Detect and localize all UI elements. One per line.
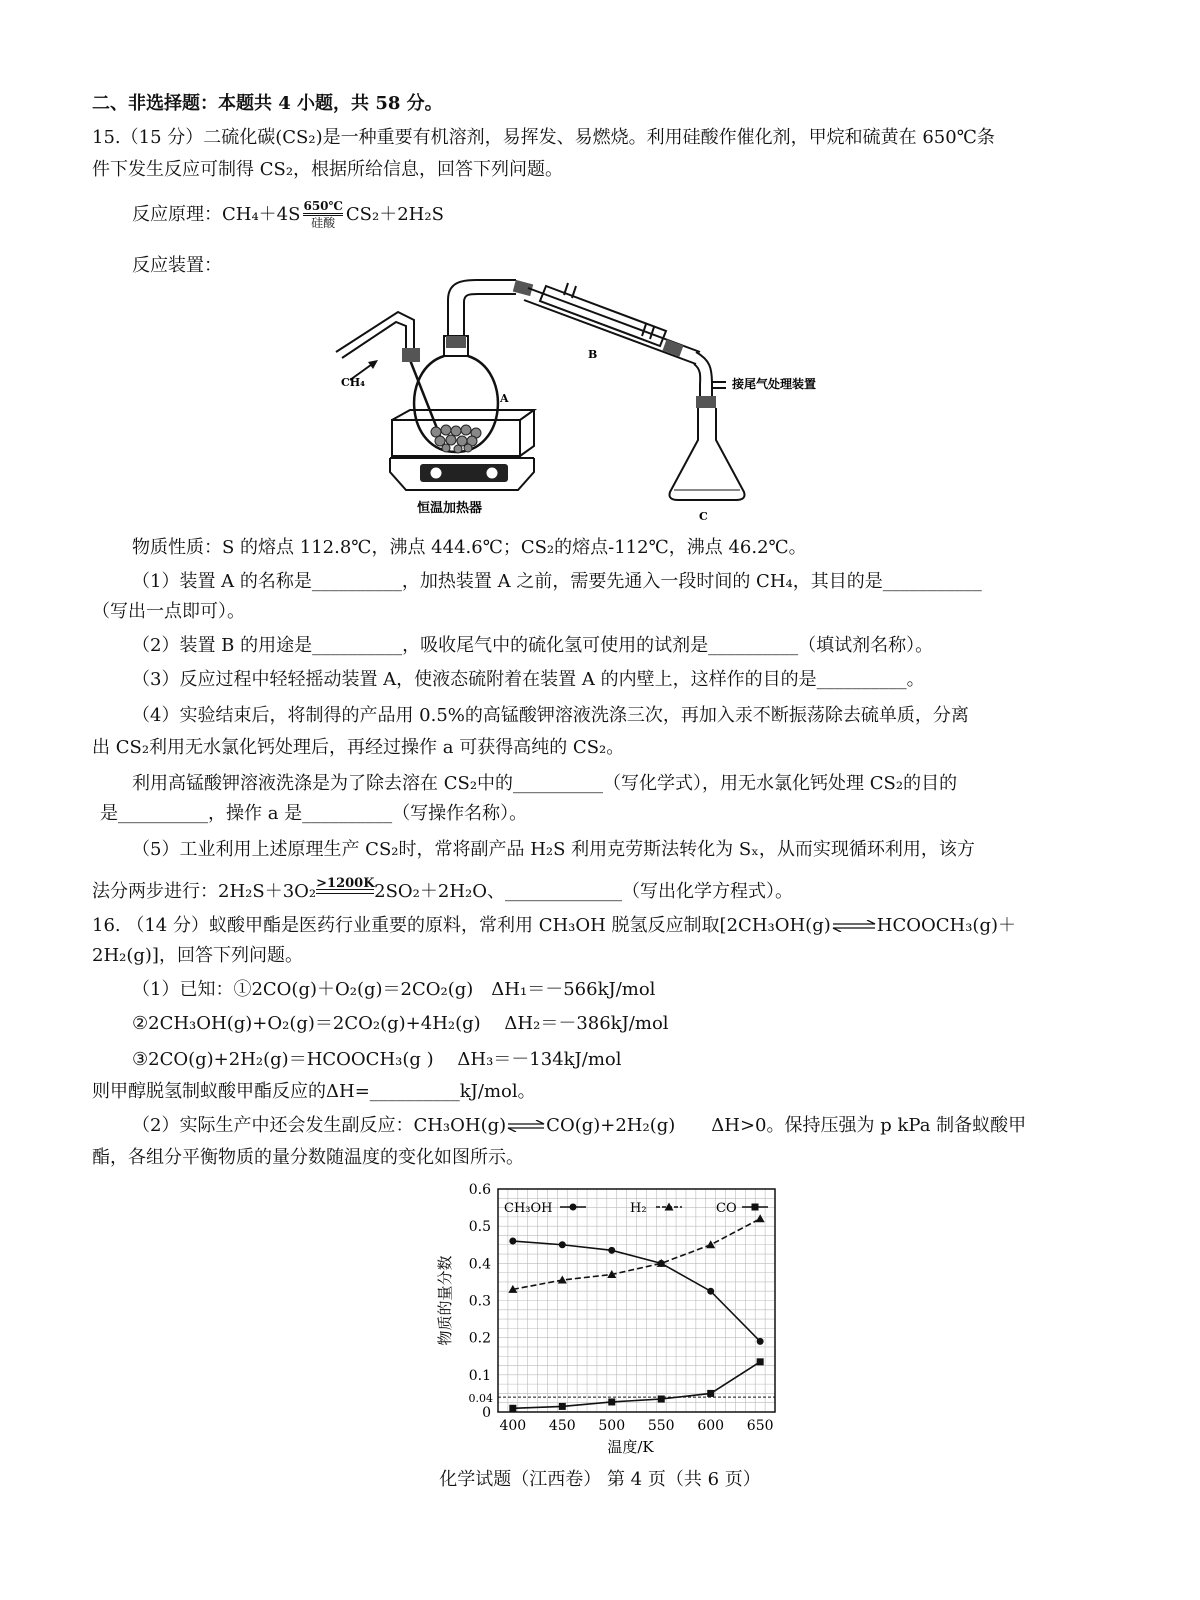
data-point-square (608, 1398, 615, 1405)
side-reaction-left: （2）实际生产中还会发生副反应：CH₃OH(g) (132, 1115, 507, 1136)
q15-sub5-line1: （5）工业利用上述原理生产 CS₂时，常将副产品 H₂S 利用克劳斯法转化为 Sₓ，从而实现循环利用，该方 (132, 839, 975, 860)
equilibrium-arrow-icon (831, 920, 877, 932)
apparatus-figure (320, 270, 880, 520)
y-tick-label: 0 (482, 1405, 491, 1421)
data-point-triangle (706, 1240, 715, 1248)
data-point-square (757, 1358, 764, 1365)
tail-gas-label: 接尾气处理装置 (732, 377, 817, 391)
label-c: C (699, 510, 708, 520)
q15-sub1-line1: （1）装置 A 的名称是__________，加热装置 A 之前，需要先通入一段时间的 CH₄，其目的是___________ (132, 571, 982, 592)
equilibrium-arrow-icon (506, 1120, 546, 1132)
q15-sub4-line3: 利用高锰酸钾溶液洗涤是为了除去溶在 CS₂中的__________（写化学式），用无水氯化钙处理 CS₂的目的 (132, 773, 958, 794)
data-point-circle (559, 1241, 566, 1248)
label-a: A (500, 392, 509, 405)
mole-fraction-chart (420, 1175, 800, 1465)
legend-label: CH₃OH (504, 1201, 553, 1216)
reaction-condition (303, 200, 342, 230)
q15-sub1-line2: （写出一点即可）。 (92, 601, 245, 622)
x-tick-label: 500 (598, 1418, 626, 1434)
data-point-square (559, 1403, 566, 1410)
data-point-triangle (756, 1214, 765, 1222)
legend-label: H₂ (630, 1201, 647, 1216)
q15-sub5-line2 (92, 878, 1130, 906)
ch4-label: CH₄ (341, 376, 365, 389)
y-tick-label: 0.3 (468, 1293, 491, 1310)
data-point-circle (707, 1288, 714, 1295)
x-tick-label: 400 (499, 1418, 527, 1434)
q15-reaction-principle (132, 200, 1130, 230)
q16-sub2-line2: 酯，各组分平衡物质的量分数随温度的变化如图所示。 (92, 1147, 524, 1168)
y-axis-label: 物质的量分数 (436, 1255, 454, 1346)
data-point-square (509, 1405, 516, 1412)
claus-equals-sign (316, 876, 375, 897)
x-tick-label: 650 (746, 1418, 774, 1434)
reference-line-label: 0.04 (468, 1392, 493, 1406)
data-point-square (707, 1390, 714, 1397)
label-b: B (588, 348, 598, 361)
y-tick-label: 0.5 (468, 1219, 491, 1236)
claus-products: 2SO₂＋2H₂O、_____________（写出化学方程式）。 (374, 881, 794, 902)
legend-marker-circle (570, 1204, 577, 1211)
y-tick-label: 0.1 (468, 1367, 491, 1384)
x-tick-label: 550 (647, 1418, 675, 1434)
y-tick-label: 0.4 (468, 1256, 491, 1273)
q15-sub4-line1: （4）实验结束后，将制得的产品用 0.5%的高锰酸钾溶液洗涤三次，再加入汞不断振荡除去硫单质，分离 (132, 705, 969, 726)
q16-sub1-question: 则甲醇脱氢制蚁酸甲酯反应的ΔH=__________kJ/mol。 (92, 1081, 536, 1102)
q16-sub2-line1 (132, 1112, 1130, 1140)
data-point-circle (757, 1338, 764, 1345)
data-point-triangle (558, 1276, 567, 1284)
principle-reactants: CH₄＋4S (222, 204, 301, 225)
x-tick-label: 600 (697, 1418, 725, 1434)
page-footer: 化学试题（江西卷） 第 4 页（共 6 页） (439, 1469, 761, 1490)
principle-label: 反应原理： (132, 204, 222, 225)
legend-label: CO (716, 1201, 737, 1216)
data-point-square (658, 1395, 665, 1402)
condition-temperature: 650℃ (303, 199, 343, 213)
heater-label: 恒温加热器 (417, 501, 483, 516)
y-tick-label: 0.6 (468, 1182, 491, 1198)
q16-known3: ③2CO(g)+2H₂(g)＝HCOOCH₃(g ) ΔH₃＝－134kJ/mol (132, 1049, 622, 1070)
legend-marker-square (752, 1204, 759, 1211)
q16-stem-left: 16. （14 分）蚁酸甲酯是医药行业重要的原料，常利用 CH₃OH 脱氢反应制取[2CH₃OH(g) (92, 915, 831, 936)
q15-stem-line2: 件下发生反应可制得 CS₂，根据所给信息，回答下列问题。 (92, 159, 564, 180)
q15-sub2: （2）装置 B 的用途是__________，吸收尾气中的硫化氢可使用的试剂是__________（填试剂名称）。 (132, 635, 934, 656)
section-title: 二、非选择题：本题共 4 小题，共 58 分。 (92, 93, 443, 114)
q16-stem-right: HCOOCH₃(g)＋ (876, 915, 1016, 936)
data-point-circle (509, 1238, 516, 1245)
principle-products: CS₂＋2H₂S (345, 204, 444, 225)
q16-known2: ②2CH₃OH(g)+O₂(g)＝2CO₂(g)+4H₂(g) ΔH₂＝－386kJ/mol (132, 1013, 669, 1034)
apparatus-label: 反应装置： (132, 255, 222, 276)
x-axis-label: 温度/K (607, 1438, 654, 1456)
q16-stem-line2: 2H₂(g)]，回答下列问题。 (92, 945, 303, 966)
claus-condition: >1200K (316, 876, 375, 891)
q15-sub3: （3）反应过程中轻轻摇动装置 A，使液态硫附着在装置 A 的内壁上，这样作的目的是__________。 (132, 669, 925, 690)
x-tick-label: 450 (548, 1418, 576, 1434)
q15-sub4-line4: 是__________，操作 a 是__________（写操作名称）。 (100, 803, 528, 824)
q16-known1: （1）已知：①2CO(g)＋O₂(g)＝2CO₂(g) ΔH₁＝－566kJ/mol (132, 979, 656, 1000)
q15-properties: 物质性质：S 的熔点 112.8℃，沸点 444.6℃；CS₂的熔点-112℃，沸点 46.2℃。 (132, 537, 807, 558)
data-point-circle (608, 1247, 615, 1254)
q15-stem-line1: 15.（15 分）二硫化碳(CS₂)是一种重要有机溶剂，易挥发、易燃烧。利用硅酸作催化剂，甲烷和硫黄在 650℃条 (92, 127, 995, 148)
q15-sub4-line2: 出 CS₂利用无水氯化钙处理后，再经过操作 a 可获得高纯的 CS₂。 (92, 737, 625, 758)
q16-stem-line1 (92, 912, 1130, 940)
condition-catalyst: 硅酸 (303, 213, 342, 230)
side-reaction-right: CO(g)+2H₂(g) ΔH>0。保持压强为 p kPa 制备蚁酸甲 (546, 1115, 1027, 1136)
y-tick-label: 0.2 (468, 1330, 491, 1347)
claus-reactants: 法分两步进行：2H₂S＋3O₂ (92, 881, 317, 902)
